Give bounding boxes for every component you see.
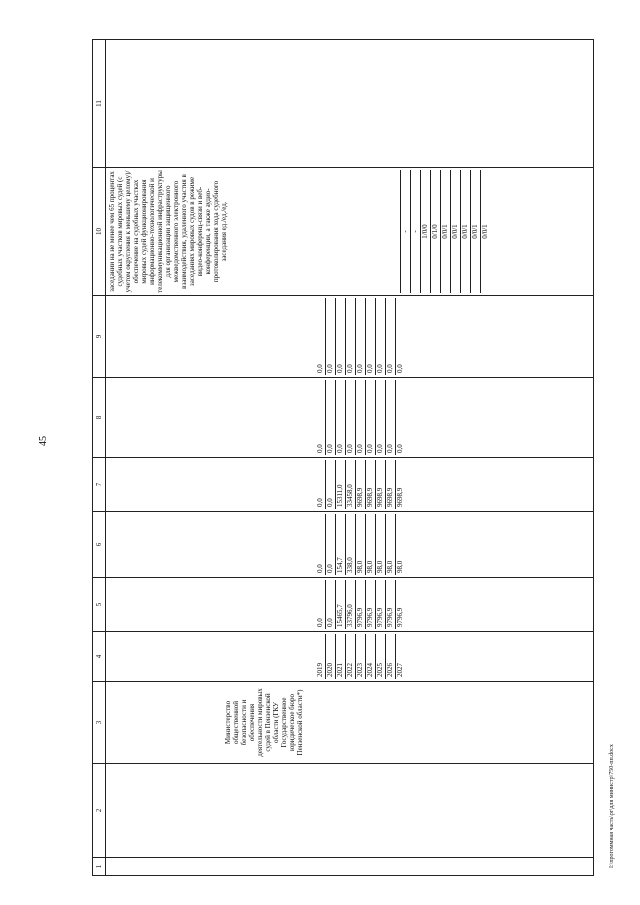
header-cell: 2 <box>93 764 106 858</box>
indicator-value: 0/0/1 <box>441 170 451 293</box>
header-cell: 9 <box>93 296 106 378</box>
indicator-value: - <box>401 170 411 293</box>
regional-value: 338,0 <box>346 514 356 575</box>
indicator-description: заседании на не менее чем 65 процентах судебных участков мировых судей (с учетом округления к меньшему целому)/ обеспечение на судебных участках мировых судей функционирования информационно-технологической и телекоммуникационной инфраструктуры для организации защищенного межведомственного электронного взаимодействия, удаленного участия в заседаниях мировых судов в режиме видео-конференц-связи и веб-конференции, а также аудио-протоколирования хода судебного заседания ед./ед./ед. <box>108 170 228 293</box>
year-value: 2019 <box>316 634 326 679</box>
federal-value: 9698,9 <box>396 487 404 507</box>
regional-budget-column <box>106 514 593 575</box>
total-value: 9796,9 <box>376 580 386 629</box>
year-value: 2027 <box>396 663 404 677</box>
local-value: 0,0 <box>376 380 386 455</box>
year-value: 2025 <box>376 634 386 679</box>
local-value: 0,0 <box>356 380 366 455</box>
page-number: 45 <box>38 436 49 446</box>
total-cell <box>106 578 594 632</box>
other-sources-cell <box>106 296 594 378</box>
indicator-value: 0/0/1 <box>481 224 489 239</box>
total-value: 15465,7 <box>336 580 346 629</box>
local-budget-column <box>106 380 593 455</box>
header-cell: 6 <box>93 512 106 578</box>
other-value: 0,0 <box>376 298 386 375</box>
cell-col1 <box>106 858 594 876</box>
federal-value: 0,0 <box>326 460 336 509</box>
indicator-value: 0/0/1 <box>451 170 461 293</box>
header-cell: 8 <box>93 378 106 458</box>
other-value: 0,0 <box>396 364 404 373</box>
indicator-value: 0/0/1 <box>471 170 481 293</box>
total-value: 0,0 <box>316 580 326 629</box>
federal-value: 9698,9 <box>366 460 376 509</box>
file-path-footer: I:\прогоммная часть\pr\для министр\750-пп.docx <box>609 744 615 868</box>
local-value: 0,0 <box>386 380 396 455</box>
header-row <box>93 40 106 876</box>
other-value: 0,0 <box>386 298 396 375</box>
regional-value: 98,0 <box>366 514 376 575</box>
total-value: 0,0 <box>326 580 336 629</box>
other-value: 0,0 <box>336 298 346 375</box>
local-budget-cell <box>106 378 594 458</box>
year-value: 2022 <box>346 634 356 679</box>
header-cell: 5 <box>93 578 106 632</box>
local-value: 0,0 <box>326 380 336 455</box>
total-value: 9796,9 <box>356 580 366 629</box>
year-value: 2023 <box>356 634 366 679</box>
local-value: 0,0 <box>366 380 376 455</box>
federal-value: 9698,9 <box>376 460 386 509</box>
federal-value: 9698,9 <box>386 460 396 509</box>
years-column <box>106 634 593 679</box>
other-value: 0,0 <box>326 298 336 375</box>
total-column <box>106 580 593 629</box>
executor-text: Министерство общественной безопасности и обеспечения деятельности мировых судей в Пензенской области (ГКУ Государственное юридическое бюро Пензенской области*) <box>224 688 304 757</box>
regional-value: 98,0 <box>356 514 366 575</box>
year-value: 2026 <box>386 634 396 679</box>
regional-value: 98,0 <box>386 514 396 575</box>
header-cell: 11 <box>93 40 106 168</box>
local-value: 0,0 <box>396 444 404 453</box>
indicator-cell <box>106 168 594 296</box>
header-cell: 10 <box>93 168 106 296</box>
body-row <box>106 40 594 876</box>
federal-value: 33458,0 <box>346 460 356 509</box>
local-value: 0,0 <box>336 380 346 455</box>
regional-budget-cell <box>106 512 594 578</box>
federal-value: 9698,9 <box>356 460 366 509</box>
header-cell: 7 <box>93 458 106 512</box>
federal-budget-cell <box>106 458 594 512</box>
indicator-value: 1/0/0 <box>421 170 431 293</box>
total-value: 9796,9 <box>366 580 376 629</box>
indicator-value: 0/0/1 <box>461 170 471 293</box>
year-value: 2024 <box>366 634 376 679</box>
header-cell: 4 <box>93 632 106 682</box>
cell-col11 <box>106 40 594 168</box>
regional-value: 0,0 <box>326 514 336 575</box>
regional-value: 0,0 <box>316 514 326 575</box>
year-value: 2021 <box>336 634 346 679</box>
other-value: 0,0 <box>316 298 326 375</box>
total-value: 9796,9 <box>386 580 396 629</box>
indicator-values-column <box>400 170 490 293</box>
local-value: 0,0 <box>346 380 356 455</box>
total-value: 33796,0 <box>346 580 356 629</box>
other-value: 0,0 <box>346 298 356 375</box>
local-value: 0,0 <box>316 380 326 455</box>
regional-value: 154,7 <box>336 514 346 575</box>
regional-value: 98,0 <box>396 560 404 573</box>
total-value: 9796,9 <box>396 607 404 627</box>
program-table <box>92 39 594 876</box>
header-cell: 3 <box>93 682 106 764</box>
federal-value: 15311,0 <box>336 460 346 509</box>
federal-value: 0,0 <box>316 460 326 509</box>
other-sources-column <box>106 298 593 375</box>
cell-col2 <box>106 764 594 858</box>
executor-cell <box>106 682 594 764</box>
year-value: 2020 <box>326 634 336 679</box>
rotated-table-container <box>92 40 594 876</box>
other-value: 0,0 <box>366 298 376 375</box>
indicator-value: - <box>411 170 421 293</box>
federal-budget-column <box>106 460 593 509</box>
header-cell: 1 <box>93 858 106 876</box>
indicator-value: 0/1/0 <box>431 170 441 293</box>
other-value: 0,0 <box>356 298 366 375</box>
years-cell <box>106 632 594 682</box>
regional-value: 98,0 <box>376 514 386 575</box>
